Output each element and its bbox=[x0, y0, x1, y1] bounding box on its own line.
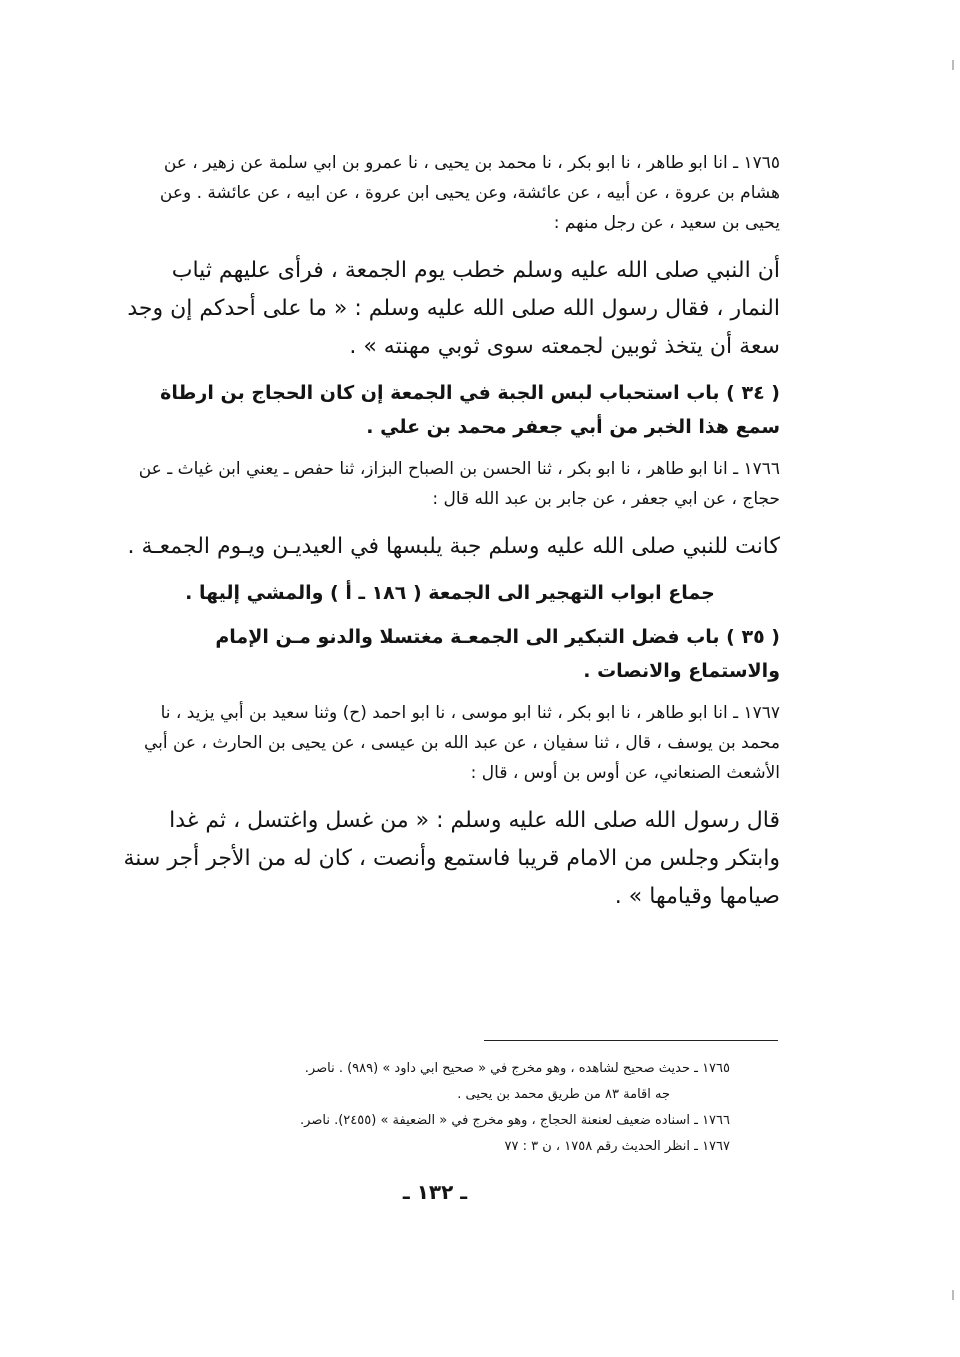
scan-speck bbox=[952, 60, 954, 70]
footnote-1765-continuation: جه اقامة ٨٣ من طريق محمد بن يحيى . bbox=[457, 1087, 670, 1102]
hadith-1765-isnad: ١٧٦٥ ـ انا ابو طاهر ، نا ابو بكر ، نا محمد بن يحيى ، نا عمرو بن ابي سلمة عن زهير ، عن هشام بن عروة ، عن أبيه ، عن عائشة، وعن يحيى ابن عروة ، عن ابيه ، عن عائشة . وعن يحيى بن سعيد ، عن رجل منهم : bbox=[159, 153, 780, 233]
footnote-1767: ١٧٦٧ ـ انظر الحديث رقم ١٧٥٨ ، ن ٣ : ٧٧ bbox=[504, 1139, 730, 1154]
hadith-1765-matn: أن النبي صلى الله عليه وسلم خطب يوم الجمعة ، فرأى عليهم ثياب النمار ، فقال رسول الله صلى الله عليه وسلم : « ما على أحدكم إن وجد سعة أن يتخذ ثوبين لجمعته سوى ثوبي مهنته » . bbox=[127, 258, 780, 359]
page-body bbox=[120, 148, 780, 926]
hadith-1766-isnad: ١٧٦٦ ـ انا ابو طاهر ، نا ابو بكر ، ثنا الحسن بن الصباح البزاز، ثنا حفص ـ يعني ابن غياث ـ عن حجاج ، عن ابي جعفر ، عن جابر بن عبد الله قال : bbox=[138, 459, 780, 509]
footnote-1766: ١٧٦٦ ـ اسناده ضعيف لعنعنة الحجاج ، وهو مخرج في « الضعيفة » (٢٤٥٥). ناصر. bbox=[300, 1113, 730, 1128]
footnotes bbox=[120, 1056, 730, 1160]
section-heading-tahjir: جماع ابواب التهجير الى الجمعة ( ١٨٦ ـ أ ) والمشي إليها . bbox=[185, 582, 715, 604]
footnote-separator bbox=[484, 1040, 778, 1041]
scan-speck bbox=[952, 1290, 954, 1300]
footnote-1765: ١٧٦٥ ـ حديث صحيح لشاهده ، وهو مخرج في « صحيح ابي داود » (٩٨٩) . ناصر. bbox=[304, 1061, 730, 1076]
page-number: ـ ١٣٢ ـ bbox=[402, 1180, 468, 1204]
chapter-35-heading: ( ٣٥ ) باب فضل التبكير الى الجمعـة مغتسلا والدنو مـن الإمام والاستماع والانصات . bbox=[215, 626, 780, 682]
chapter-34-heading: ( ٣٤ ) باب استحباب لبس الجبة في الجمعة إن كان الحجاج بن ارطاة سمع هذا الخبر من أبي جعفر محمد بن علي . bbox=[160, 382, 780, 438]
hadith-1766-matn: كانت للنبي صلى الله عليه وسلم جبة يلبسها في العيديـن ويـوم الجمعـة . bbox=[127, 534, 780, 559]
hadith-1767-matn: قال رسول الله صلى الله عليه وسلم : « من غسل واغتسل ، ثم غدا وابتكر وجلس من الامام قريبا فاستمع وأنصت ، كان له من الأجر أجر سنة صيامها وقيامها » . bbox=[123, 808, 780, 909]
hadith-1767-isnad: ١٧٦٧ ـ انا ابو طاهر ، نا ابو بكر ، ثنا ابو موسى ، نا ابو احمد (ح) وثنا سعيد بن أبي يزيد ، نا محمد بن يوسف ، قال ، ثنا سفيان ، عن عبد الله بن عيسى ، عن يحيى بن الحارث ، عن أبي الأشعث الصنعاني، عن أوس بن أوس ، قال : bbox=[143, 703, 780, 783]
